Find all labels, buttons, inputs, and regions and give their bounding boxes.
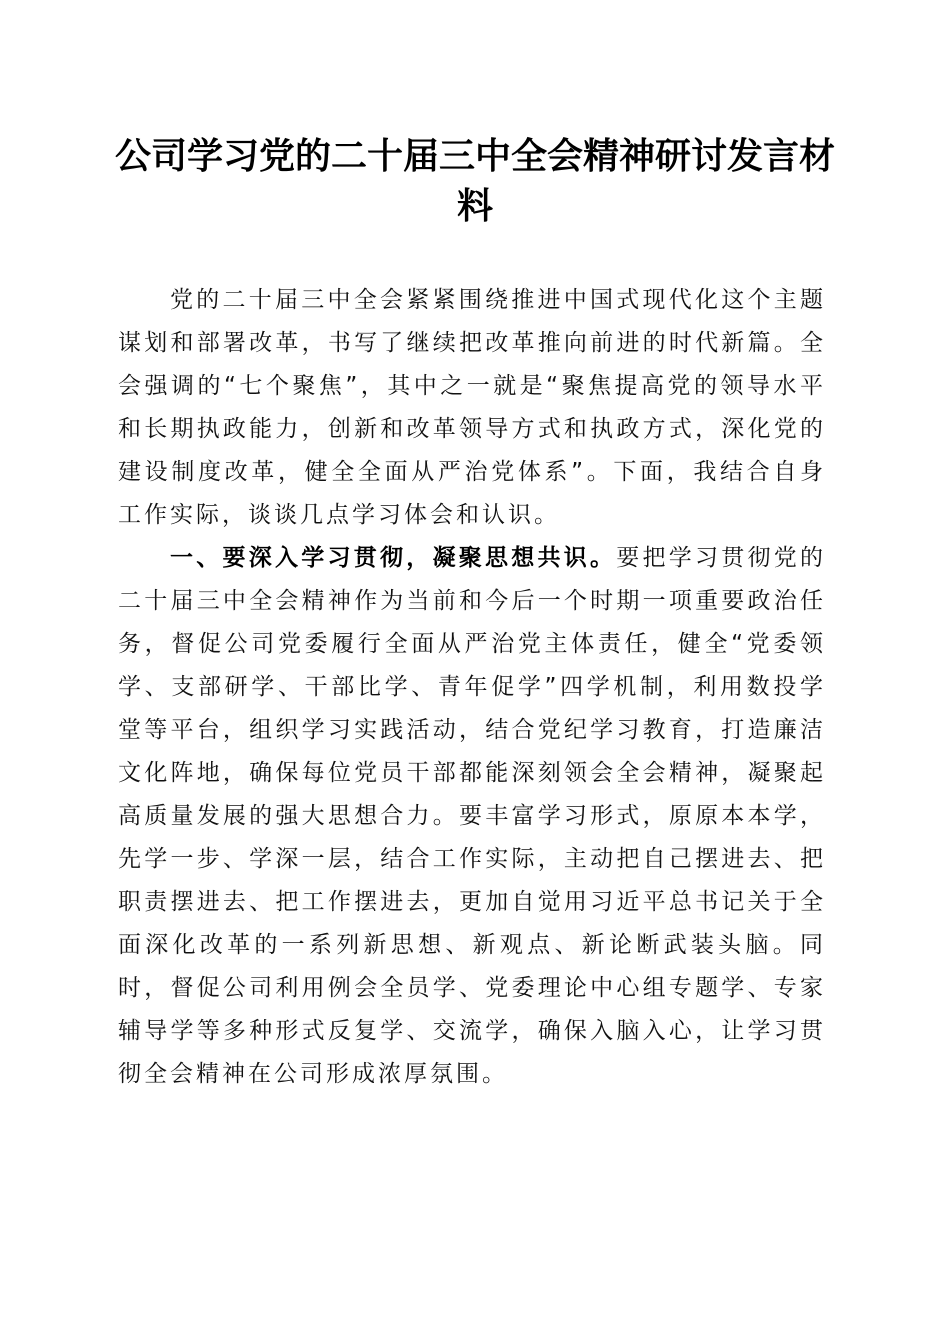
section-one-heading: 一、要深入学习贯彻，凝聚思想共识。 bbox=[170, 545, 617, 571]
document-title: 公司学习党的二十届三中全会精神研讨发言材料 bbox=[114, 135, 835, 227]
paragraph-intro-text: 党的二十届三中全会紧紧围绕推进中国式现代化这个主题谋划和部署改革，书写了继续把改革推向前进的时代新篇。全会强调的“七个聚焦”，其中之一就是“聚焦提高党的领导水平和长期执政能力，创新和改革领导方式和执政方式，深化党的建设制度改革，健全全面从严治党体系”。下面，我结合自身工作实际，谈谈几点学习体会和认识。 bbox=[118, 287, 826, 528]
paragraph-intro bbox=[118, 279, 826, 537]
section-one-text: 要把学习贯彻党的二十届三中全会精神作为当前和今后一个时期一项重要政治任务，督促公司党委履行全面从严治党主体责任，健全“党委领学、支部研学、干部比学、青年促学”四学机制，利用数投学堂等平台，组织学习实践活动，结合党纪学习教育，打造廉洁文化阵地，确保每位党员干部都能深刻领会全会精神，凝聚起高质量发展的强大思想合力。要丰富学习形式，原原本本学，先学一步、学深一层，结合工作实际，主动把自己摆进去、把职责摆进去、把工作摆进去，更加自觉用习近平总书记关于全面深化改革的一系列新思想、新观点、新论断武装头脑。同时，督促公司利用例会全员学、党委理论中心组专题学、专家辅导学等多种形式反复学、交流学，确保入脑入心，让学习贯彻全会精神在公司形成浓厚氛围。 bbox=[118, 545, 826, 1087]
paragraph-section-one bbox=[118, 537, 826, 1096]
document-body bbox=[118, 279, 826, 1096]
